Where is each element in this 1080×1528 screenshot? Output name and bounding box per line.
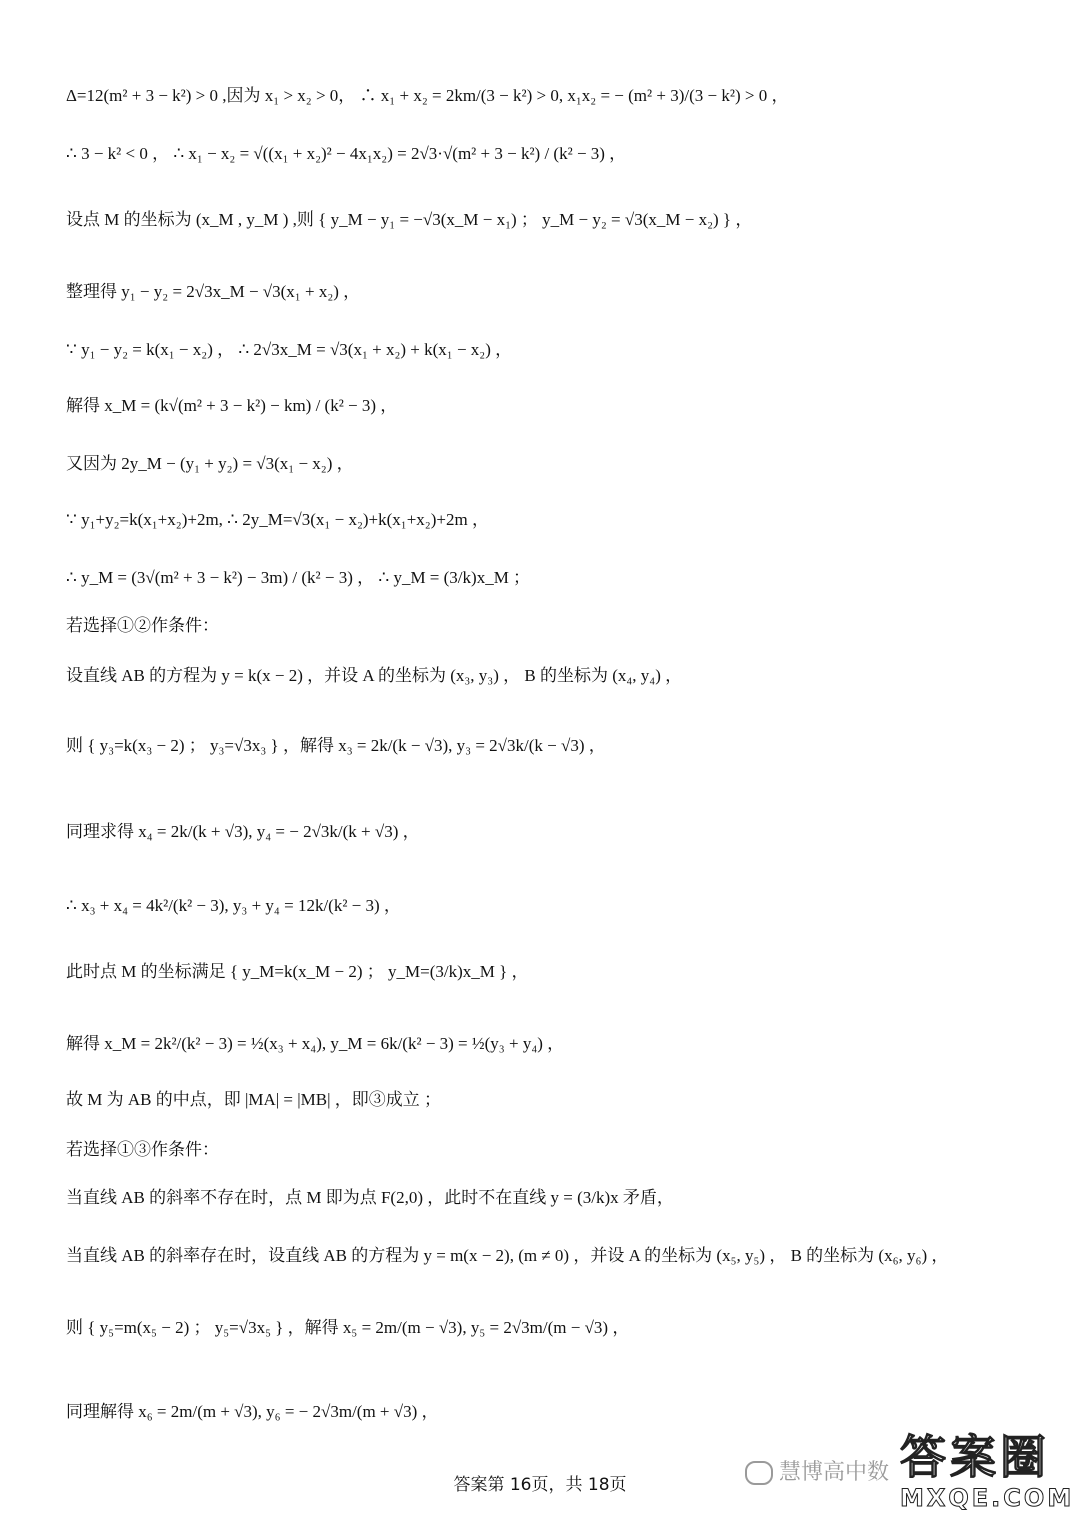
solution-line: 当直线 AB 的斜率存在时，设直线 AB 的方程为 y = m(x − 2), (m ≠ 0) ，并设 A 的坐标为 (x₅, y₅) ， B 的坐标为 (x₆, y₆) ， — [66, 1246, 949, 1265]
wechat-icon — [745, 1461, 773, 1485]
solution-line: 设直线 AB 的方程为 y = k(x − 2) ，并设 A 的坐标为 (x₃, y₃) ， B 的坐标为 (x₄, y₄) ， — [66, 666, 683, 685]
solution-line: 若选择①②作条件： — [66, 616, 219, 635]
solution-line: ∴ 3 − k² < 0 ， ∴ x₁ − x₂ = √((x₁ + x₂)² − 4x₁x₂) = 2√3·√(m² + 3 − k²) / (k² − 3) ， — [66, 144, 627, 163]
solution-line: Δ=12(m² + 3 − k²) > 0 ,因为 x₁ > x₂ > 0， ∴ x₁ + x₂ = 2km/(3 − k²) > 0, x₁x₂ = − (m² + 3)/(3 − k²) > 0 ， — [66, 86, 789, 105]
solution-line: 同理解得 x₆ = 2m/(m + √3), y₆ = − 2√3m/(m + √3) ， — [66, 1402, 439, 1421]
solution-line: 此时点 M 的坐标满足 { y_M=k(x_M − 2) ； y_M=(3/k)x_M } ， — [66, 962, 529, 981]
solution-line: 解得 x_M = (k√(m² + 3 − k²) − km) / (k² − 3) ， — [66, 396, 398, 415]
wechat-watermark — [745, 1455, 889, 1486]
solution-line: 又因为 2y_M − (y₁ + y₂) = √3(x₁ − x₂) ， — [66, 454, 354, 473]
solution-line: 则 { y₃=k(x₃ − 2) ； y₃=√3x₃ } ，解得 x₃ = 2k/(k − √3), y₃ = 2√3k/(k − √3) ， — [66, 736, 606, 755]
page-footer: 答案第 16页，共 18页 — [453, 1475, 627, 1495]
solution-line: ∴ x₃ + x₄ = 4k²/(k² − 3), y₃ + y₄ = 12k/(k² − 3) ， — [66, 896, 401, 915]
solution-line: 故 M 为 AB 的中点，即 |MA| = |MB| ，即③成立 ； — [66, 1090, 442, 1109]
solution-line: 整理得 y₁ − y₂ = 2√3x_M − √3(x₁ + x₂) ， — [66, 282, 361, 301]
solution-line: ∵ y₁+y₂=k(x₁+x₂)+2m, ∴ 2y_M=√3(x₁ − x₂)+k(x₁+x₂)+2m ， — [66, 510, 489, 529]
solution-line: 同理求得 x₄ = 2k/(k + √3), y₄ = − 2√3k/(k + √3) ， — [66, 822, 420, 841]
solution-line: 则 { y₅=m(x₅ − 2) ； y₅=√3x₅ } ，解得 x₅ = 2m/(m − √3), y₅ = 2√3m/(m − √3) ， — [66, 1318, 630, 1337]
watermark-text: 慧博高中数 — [779, 1460, 890, 1485]
solution-line: 当直线 AB 的斜率不存在时，点 M 即为点 F(2,0) ，此时不在直线 y = (3/k)x 矛盾， — [66, 1188, 674, 1207]
solution-line: 设点 M 的坐标为 (x_M , y_M ) ,则 { y_M − y₁ = −√3(x_M − x₁) ； y_M − y₂ = √3(x_M − x₂) } ， — [66, 210, 753, 229]
logo-domain: MXQE.COM — [900, 1484, 1075, 1512]
logo-title: 答案圈 — [900, 1430, 1050, 1484]
site-logo — [900, 1430, 1075, 1524]
solution-line: 解得 x_M = 2k²/(k² − 3) = ½(x₃ + x₄), y_M = 6k/(k² − 3) = ½(y₃ + y₄) ， — [66, 1034, 565, 1053]
solution-line: 若选择①③作条件： — [66, 1140, 219, 1159]
solution-line: ∴ y_M = (3√(m² + 3 − k²) − 3m) / (k² − 3) ， ∴ y_M = (3/k)x_M ； — [66, 568, 531, 587]
solution-line: ∵ y₁ − y₂ = k(x₁ − x₂) ， ∴ 2√3x_M = √3(x₁ + x₂) + k(x₁ − x₂) ， — [66, 340, 513, 359]
